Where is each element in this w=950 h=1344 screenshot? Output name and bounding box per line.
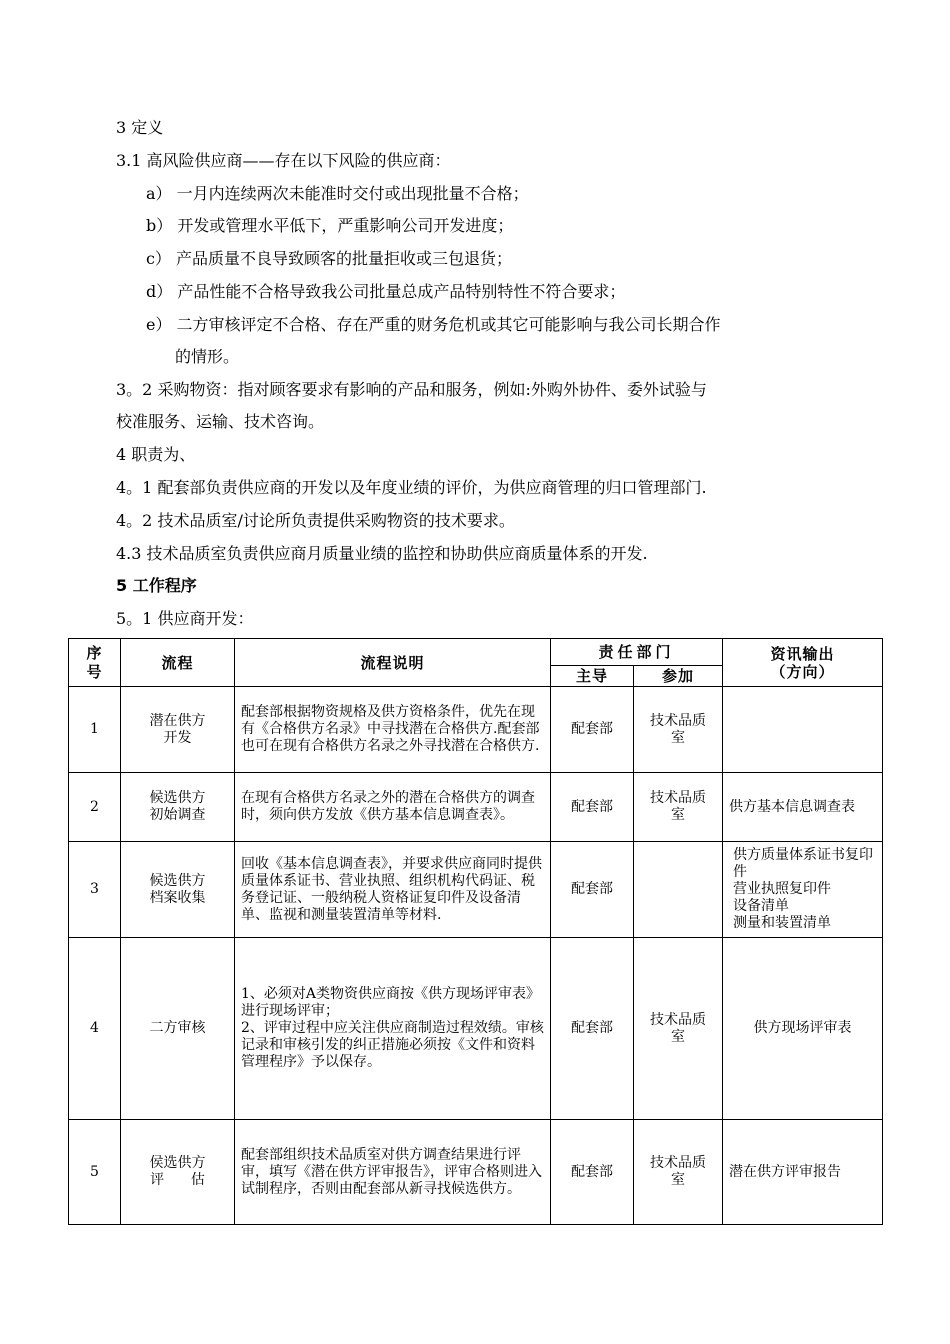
header-lead: 主导 (551, 666, 634, 687)
item-d: d） 产品性能不合格导致我公司批量总成产品特别特性不符合要求； (146, 282, 626, 301)
row-seq: 1 (69, 687, 121, 773)
row-output (723, 842, 883, 938)
row-output: 供方现场评审表 (723, 938, 883, 1120)
row-join (634, 687, 723, 773)
row-desc-line: 2、评审过程中应关注供应商制造过程效绩。审核记录和审核引发的纠正措施必须按《文件和资料管理程序》予以保存。 (241, 1020, 544, 1070)
row-join-line: 技术品质 (650, 790, 706, 806)
section-3-2: 3。2 采购物资：指对顾客要求有影响的产品和服务，例如:外购外协件、委外试验与 (116, 380, 707, 399)
item-a: a） 一月内连续两次未能准时交付或出现批量不合格； (146, 184, 529, 203)
row-desc: 在现有合格供方名录之外的潜在合格供方的调查时，须向供方发放《供方基本信息调查表》。 (235, 773, 551, 842)
row-output-line: 设备清单 (733, 898, 790, 914)
header-dept: 责任部门 (551, 639, 723, 666)
row-flow (121, 773, 235, 842)
header-flow: 流程 (121, 639, 235, 687)
item-e-cont: 的情形。 (175, 347, 240, 366)
row-flow-line: 候选供方 (149, 790, 206, 806)
row-seq: 3 (69, 842, 121, 938)
row-lead: 配套部 (551, 687, 634, 773)
section-3-2-cont: 校准服务、运输、技术咨询。 (116, 412, 325, 431)
row-flow-line: 初始调查 (149, 807, 206, 823)
row-join-line: 室 (671, 729, 685, 746)
section-5-1: 5。1 供应商开发： (116, 609, 254, 628)
row-desc: 配套部组织技术品质室对供方调查结果进行评审，填写《潜在供方评审报告》，评审合格则进入试制程序，否则由配套部从新寻找候选供方。 (235, 1120, 551, 1225)
row-join-line: 技术品质 (650, 712, 706, 729)
section-3-1: 3.1 高风险供应商——存在以下风险的供应商： (116, 151, 451, 170)
header-output (723, 639, 883, 687)
row-join-line: 室 (671, 807, 685, 823)
header-seq (69, 639, 121, 687)
row-flow-line: 二方审核 (149, 1020, 206, 1036)
row-output-line: 测量和装置清单 (733, 915, 832, 931)
row-flow-line: 候选供方 (149, 872, 206, 889)
row-join-line: 室 (671, 1028, 685, 1045)
item-b: b） 开发或管理水平低下，严重影响公司开发进度； (146, 216, 514, 235)
row-output: 潜在供方评审报告 (723, 1120, 883, 1225)
section-4-heading: 4 职责为、 (116, 445, 196, 464)
supplier-development-table (68, 638, 883, 1225)
row-flow-line: 评 估 (150, 1172, 205, 1188)
row-lead: 配套部 (551, 938, 634, 1120)
table-row (69, 687, 883, 773)
item-c: c） 产品质量不良导致顾客的批量拒收或三包退货； (146, 249, 513, 268)
row-seq: 2 (69, 773, 121, 842)
table-row (69, 938, 883, 1120)
section-4-1: 4。1 配套部负责供应商的开发以及年度业绩的评价，为供应商管理的归口管理部门. (116, 478, 707, 497)
row-output-line: 营业执照复印件 (733, 881, 832, 897)
header-output-label: 资讯输出 (770, 644, 835, 663)
row-seq: 4 (69, 938, 121, 1120)
header-output-sub: （方向） (770, 662, 835, 681)
row-flow (121, 1120, 235, 1225)
row-desc: 回收《基本信息调查表》，并要求供应商同时提供质量体系证书、营业执照、组织机构代码证、税务登记证、一般纳税人资格证复印件及设备清单、监视和测量装置清单等材料. (235, 842, 551, 938)
row-join (634, 938, 723, 1120)
row-join (634, 842, 723, 938)
row-flow (121, 842, 235, 938)
row-desc: 配套部根据物资规格及供方资格条件，优先在现有《合格供方名录》中寻找潜在合格供方.配套部也可在现有合格供方名录之外寻找潜在合格供方. (235, 687, 551, 773)
row-desc-line: 1、必须对A类物资供应商按《供方现场评审表》进行现场评审； (241, 986, 541, 1019)
section-3-heading: 3 定义 (116, 118, 164, 137)
item-e: e） 二方审核评定不合格、存在严重的财务危机或其它可能影响与我公司长期合作 (146, 315, 721, 334)
row-join-line: 技术品质 (650, 1011, 706, 1028)
row-flow (121, 687, 235, 773)
header-seq-label: 序号 (86, 643, 103, 681)
row-join (634, 773, 723, 842)
row-flow-line: 档案收集 (149, 889, 206, 906)
row-lead: 配套部 (551, 842, 634, 938)
row-output-line: 供方质量体系证书复印件 (733, 847, 874, 880)
section-5-heading: 5 工作程序 (116, 576, 197, 595)
table-row (69, 1120, 883, 1225)
table-header-row (69, 639, 883, 666)
header-desc: 流程说明 (235, 639, 551, 687)
row-flow-line: 侯选供方 (149, 1155, 206, 1171)
header-join: 参加 (634, 666, 723, 687)
row-flow-line: 开发 (163, 729, 192, 746)
row-seq: 5 (69, 1120, 121, 1225)
row-join-line: 室 (671, 1172, 685, 1188)
section-4-3: 4.3 技术品质室负责供应商月质量业绩的监控和协助供应商质量体系的开发. (116, 544, 648, 563)
row-output (723, 687, 883, 773)
table-row (69, 773, 883, 842)
row-lead: 配套部 (551, 773, 634, 842)
table-row (69, 842, 883, 938)
row-desc (235, 938, 551, 1120)
row-join-line: 技术品质 (650, 1155, 706, 1171)
row-flow-line: 潜在供方 (149, 712, 206, 729)
section-4-2: 4。2 技术品质室/讨论所负责提供采购物资的技术要求。 (116, 511, 515, 530)
row-join (634, 1120, 723, 1225)
row-lead: 配套部 (551, 1120, 634, 1225)
row-output: 供方基本信息调查表 (723, 773, 883, 842)
row-flow (121, 938, 235, 1120)
